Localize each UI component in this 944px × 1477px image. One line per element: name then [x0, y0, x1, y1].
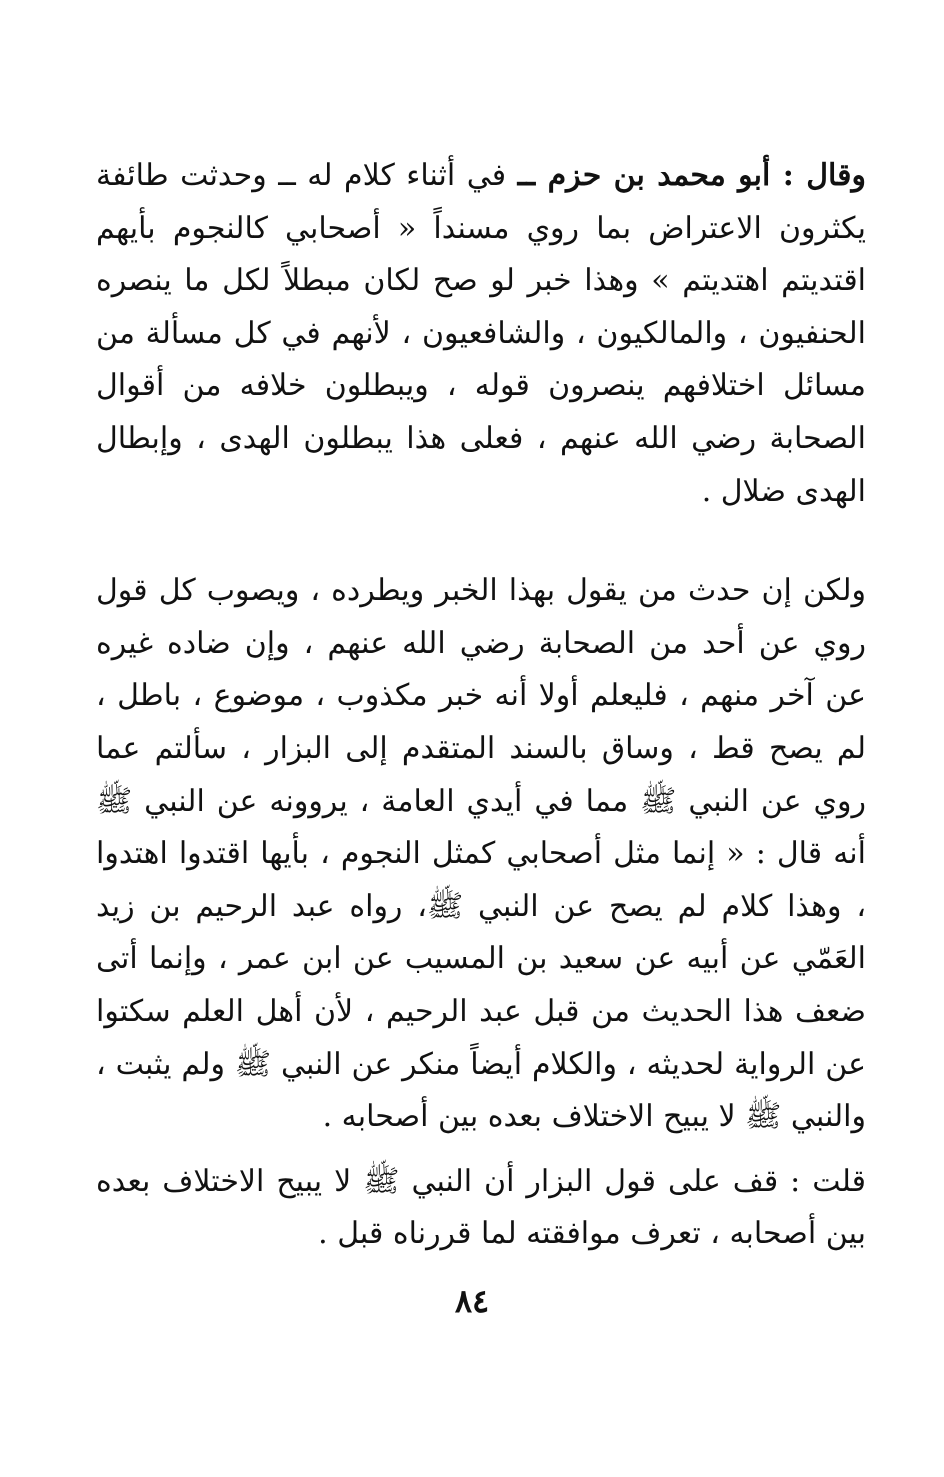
page-number: ٨٤ [454, 1282, 490, 1320]
paragraph-lead: وقال : أبو محمد بن حزم ــ [517, 158, 867, 193]
paragraph-hadith-analysis [96, 565, 866, 1144]
paragraph-text: في أثناء كلام له ــ وحدثت طائفة يكثرون الاعتراض بما روي مسنداً « أصحابي كالنجوم بأيهم اقتديتم اهتديتم » وهذا خبر لو صح لكان مبطلاً لكل ما ينصره الحنفيون ، والمالكيون ، والشافعيون ، لأنهم في كل مسألة من مسائل اختلافهم ينصرون قوله ، ويبطلون خلافه من أقوال الصحابة رضي الله عنهم ، فعلى هذا يبطلون الهدى ، وإبطال الهدى ضلال . [96, 158, 866, 509]
paragraph-author-note [96, 1156, 866, 1261]
paragraph-text: قلت : قف على قول البزار أن النبي ﷺ لا يبيح الاختلاف بعده بين أصحابه ، تعرف موافقته لما قررناه قبل . [96, 1163, 866, 1252]
page-body [96, 150, 866, 1261]
paragraph-ibn-hazm-quote [96, 150, 866, 518]
paragraph-text: ولكن إن حدث من يقول بهذا الخبر ويطرده ، ويصوب كل قول روي عن أحد من الصحابة رضي الله عنهم ، وإن ضاده غيره عن آخر منهم ، فليعلم أولا أنه خبر مكذوب ، موضوع ، باطل ، لم يصح قط ، وساق بالسند المتقدم إلى البزار ، سألتم عما روي عن النبي ﷺ مما في أيدي العامة ، يروونه عن النبي ﷺ أنه قال : « إنما مثل أصحابي كمثل النجوم ، بأيها اقتدوا اهتدوا ، وهذا كلام لم يصح عن النبي ﷺ، رواه عبد الرحيم بن زيد العَمّي عن أبيه عن سعيد بن المسيب عن ابن عمر ، وإنما أتى ضعف هذا الحديث من قبل عبد الرحيم ، لأن أهل العلم سكتوا عن الرواية لحديثه ، والكلام أيضاً منكر عن النبي ﷺ ولم يثبت ، والنبي ﷺ لا يبيح الاختلاف بعده بين أصحابه . [96, 573, 866, 1135]
